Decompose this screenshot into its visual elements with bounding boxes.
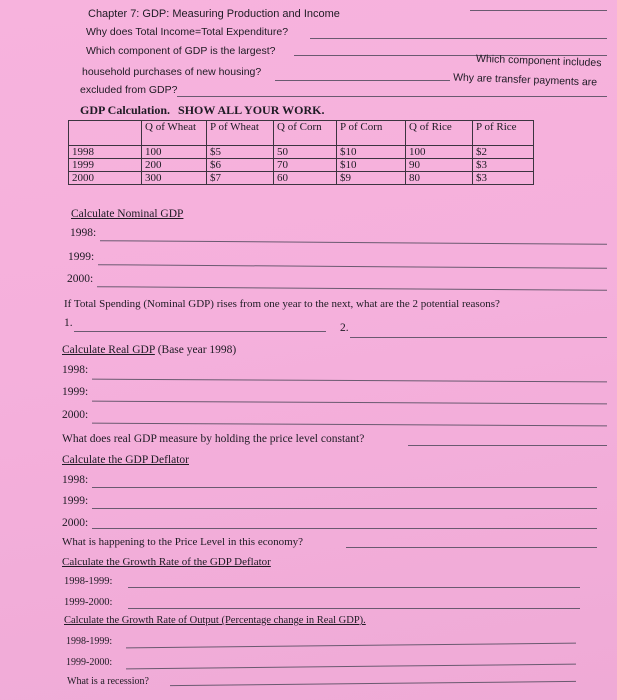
- table-cell: $7: [207, 172, 274, 185]
- deflator-growth-heading: Calculate the Growth Rate of the GDP Deflator: [62, 556, 271, 568]
- table-header-q-wheat: Q of Wheat: [142, 121, 207, 146]
- gdp-calculation-label: GDP Calculation.: [80, 103, 171, 117]
- output-growth-1999-2000-answer-line[interactable]: [126, 664, 576, 670]
- real-1998-label: 1998:: [62, 364, 89, 376]
- show-work-instruction: SHOW ALL YOUR WORK.: [178, 103, 325, 117]
- table-cell: $3: [473, 159, 534, 172]
- table-cell: $10: [337, 159, 406, 172]
- real-gdp-base-year: (Base year 1998): [157, 344, 237, 356]
- real-gdp-question: What does real GDP measure by holding the price level constant?: [62, 433, 365, 445]
- deflator-1999-label: 1999:: [62, 495, 89, 507]
- question-excluded: excluded from GDP?: [80, 84, 178, 96]
- table-cell: 1998: [69, 146, 142, 159]
- nominal-2000-label: 2000:: [67, 273, 94, 285]
- answer-line[interactable]: [177, 96, 607, 97]
- table-cell: $10: [337, 146, 406, 159]
- deflator-growth-1998-1999-label: 1998-1999:: [64, 576, 113, 587]
- deflator-growth-1998-1999-answer-line[interactable]: [128, 587, 580, 588]
- table-header-year: [69, 121, 142, 146]
- real-1998-answer-line[interactable]: [92, 379, 607, 383]
- question-largest-component: Which component of GDP is the largest?: [86, 45, 276, 57]
- table-cell: $9: [337, 172, 406, 185]
- table-cell: 2000: [69, 172, 142, 185]
- nominal-2000-answer-line[interactable]: [97, 286, 607, 291]
- output-growth-heading: Calculate the Growth Rate of Output (Percentage change in Real GDP).: [64, 615, 366, 626]
- table-row: [69, 172, 534, 185]
- table-cell: 70: [274, 159, 337, 172]
- table-cell: $5: [207, 146, 274, 159]
- nominal-1998-answer-line[interactable]: [100, 240, 607, 245]
- recession-answer-line[interactable]: [170, 681, 576, 686]
- output-growth-1998-1999-label: 1998-1999:: [66, 636, 113, 647]
- real-2000-answer-line[interactable]: [92, 423, 607, 427]
- table-header-p-wheat: P of Wheat: [207, 121, 274, 146]
- chapter-title: Chapter 7: GDP: Measuring Production and Income: [88, 8, 340, 20]
- real-gdp-title: Calculate Real GDP: [62, 344, 155, 356]
- table-header-q-rice: Q of Rice: [406, 121, 473, 146]
- table-cell: 200: [142, 159, 207, 172]
- deflator-2000-label: 2000:: [62, 517, 89, 529]
- nominal-1999-answer-line[interactable]: [98, 264, 607, 269]
- table-cell: 60: [274, 172, 337, 185]
- real-1999-label: 1999:: [62, 386, 89, 398]
- real-1999-answer-line[interactable]: [92, 401, 607, 405]
- table-row: [69, 159, 534, 172]
- real-2000-label: 2000:: [62, 409, 89, 421]
- question-which-component: Which component includes: [475, 52, 602, 70]
- table-header-p-rice: P of Rice: [473, 121, 534, 146]
- table-cell: 1999: [69, 159, 142, 172]
- deflator-1998-answer-line[interactable]: [92, 487, 597, 488]
- table-cell: $6: [207, 159, 274, 172]
- gdp-calculation-heading: [80, 103, 325, 117]
- reason-1-answer-line[interactable]: [74, 331, 326, 332]
- table-row: [69, 146, 534, 159]
- real-gdp-question-answer-line[interactable]: [408, 445, 607, 446]
- reason-2-answer-line[interactable]: [350, 337, 607, 338]
- real-gdp-heading: [62, 343, 236, 357]
- table-cell: 90: [406, 159, 473, 172]
- table-cell: 100: [406, 146, 473, 159]
- deflator-2000-answer-line[interactable]: [92, 528, 597, 529]
- question-household-housing: household purchases of new housing?: [82, 66, 262, 78]
- table-cell: $3: [473, 172, 534, 185]
- table-cell: $2: [473, 146, 534, 159]
- reason-2-label: 2.: [340, 322, 349, 334]
- reason-1-label: 1.: [64, 317, 73, 329]
- answer-line[interactable]: [310, 38, 607, 39]
- gdp-data-table: [68, 120, 534, 185]
- nominal-1998-label: 1998:: [70, 227, 97, 239]
- table-cell: 300: [142, 172, 207, 185]
- table-cell: 80: [406, 172, 473, 185]
- nominal-1999-label: 1999:: [68, 251, 95, 263]
- question-income-expenditure: Why does Total Income=Total Expenditure?: [86, 26, 289, 38]
- answer-line[interactable]: [275, 80, 450, 81]
- output-growth-1998-1999-answer-line[interactable]: [126, 643, 576, 649]
- answer-line[interactable]: [470, 10, 607, 11]
- price-level-question: What is happening to the Price Level in this economy?: [62, 536, 304, 548]
- nominal-gdp-heading: Calculate Nominal GDP: [71, 208, 184, 220]
- table-header-p-corn: P of Corn: [337, 121, 406, 146]
- recession-question: What is a recession?: [67, 676, 149, 687]
- table-cell: 50: [274, 146, 337, 159]
- table-header-row: [69, 121, 534, 146]
- table-header-q-corn: Q of Corn: [274, 121, 337, 146]
- deflator-growth-1999-2000-answer-line[interactable]: [128, 608, 580, 609]
- deflator-heading: Calculate the GDP Deflator: [62, 454, 189, 466]
- deflator-1999-answer-line[interactable]: [92, 508, 597, 509]
- table-cell: 100: [142, 146, 207, 159]
- spending-question: If Total Spending (Nominal GDP) rises from one year to the next, what are the 2 potential reasons?: [64, 298, 500, 310]
- output-growth-1999-2000-label: 1999-2000:: [66, 657, 113, 668]
- question-transfer-payments: Why are transfer payments are: [452, 71, 598, 89]
- price-level-answer-line[interactable]: [346, 547, 597, 548]
- deflator-growth-1999-2000-label: 1999-2000:: [64, 597, 113, 608]
- deflator-1998-label: 1998:: [62, 474, 89, 486]
